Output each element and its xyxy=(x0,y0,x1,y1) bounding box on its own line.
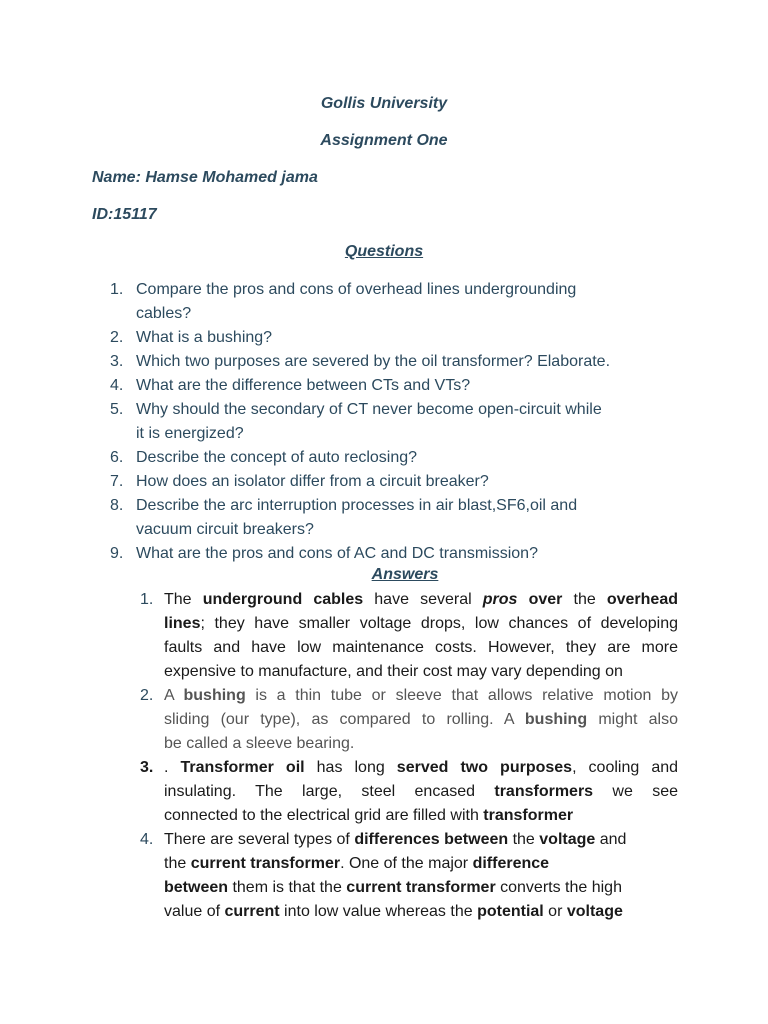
answer-bold-text: between xyxy=(164,879,229,896)
student-name: Name: Hamse Mohamed jama xyxy=(92,169,318,186)
question-text: Describe the arc interruption processes in air blast,SF6,oil and xyxy=(136,497,578,514)
answer-line xyxy=(164,588,678,612)
questions-heading: Questions xyxy=(344,243,424,260)
answer-text: insulating. The large, steel encased xyxy=(164,783,495,800)
question-text: cables? xyxy=(136,305,192,322)
answer-text: or xyxy=(543,903,567,920)
question-text: Describe the concept of auto reclosing? xyxy=(136,449,418,466)
answer-line: be called a sleeve bearing. xyxy=(164,735,355,752)
question-item xyxy=(110,494,700,542)
answer-item xyxy=(140,756,678,828)
answer-item xyxy=(140,828,678,924)
answer-text: connected to the electrical grid are filled with xyxy=(164,807,484,824)
answer-bold-text: difference xyxy=(472,855,550,872)
question-item xyxy=(110,470,700,494)
question-number: 9. xyxy=(110,545,124,562)
question-number: 6. xyxy=(110,449,124,466)
question-text: Which two purposes are severed by the oil transformer? Elaborate. xyxy=(136,353,611,370)
answer-text: A xyxy=(164,687,184,704)
question-text: What are the difference between CTs and VTs? xyxy=(136,377,471,394)
answer-bold-text: transformers xyxy=(494,783,594,800)
answer-text: we see xyxy=(593,783,678,800)
question-item xyxy=(110,350,700,374)
questions-list xyxy=(110,278,700,566)
answer-bold-text: underground cables xyxy=(202,591,364,608)
question-text: vacuum circuit breakers? xyxy=(136,521,314,538)
answer-line xyxy=(164,780,678,804)
question-number: 5. xyxy=(110,401,124,418)
question-number: 1. xyxy=(110,281,124,298)
answer-item xyxy=(140,684,678,756)
question-number: 7. xyxy=(110,473,124,490)
answer-text: There are several types of xyxy=(164,831,355,848)
answer-text: . xyxy=(164,759,181,776)
answer-line xyxy=(164,828,678,852)
university-title: Gollis University xyxy=(320,95,448,112)
answer-text: the xyxy=(508,831,540,848)
question-item xyxy=(110,374,700,398)
answer-text: converts the high xyxy=(495,879,622,896)
answer-text: ; they have smaller voltage drops, low chances of developing xyxy=(200,615,678,632)
answers-list xyxy=(140,588,678,924)
answer-text: has long xyxy=(304,759,397,776)
answer-text: might also xyxy=(587,711,678,728)
assignment-title: Assignment One xyxy=(320,132,448,149)
answer-text: value of xyxy=(164,903,225,920)
question-number: 8. xyxy=(110,497,124,514)
question-text: What is a bushing? xyxy=(136,329,273,346)
answer-number: 3. xyxy=(140,759,154,776)
answer-bold-text: Transformer oil xyxy=(180,759,305,776)
answer-text: The xyxy=(164,591,203,608)
answer-text: is a thin tube or sleeve that allows relative motion by xyxy=(245,687,678,704)
answer-number: 2. xyxy=(140,687,154,704)
answer-bold-text: transformer xyxy=(483,807,574,824)
answer-text: have several xyxy=(363,591,483,608)
question-item xyxy=(110,446,700,470)
question-text: Why should the secondary of CT never become open-circuit while xyxy=(136,401,602,418)
answer-bold-text: current xyxy=(224,903,280,920)
answer-text: , cooling and xyxy=(572,759,679,776)
answer-text: the xyxy=(164,855,191,872)
question-text: What are the pros and cons of AC and DC transmission? xyxy=(136,545,538,562)
answer-item xyxy=(140,588,678,684)
answer-line xyxy=(164,612,678,636)
question-number: 2. xyxy=(110,329,124,346)
answer-text: sliding (our type), as compared to rolling. A xyxy=(164,711,525,728)
answer-bold-text: current transformer xyxy=(346,879,496,896)
answer-text: . One of the major xyxy=(340,855,473,872)
answer-bold-text: over xyxy=(517,591,563,608)
answer-bold-italic-text: pros xyxy=(482,591,518,608)
question-number: 4. xyxy=(110,377,124,394)
answer-bold-text: voltage xyxy=(539,831,596,848)
answer-text: the xyxy=(562,591,607,608)
answer-bold-text: voltage xyxy=(566,903,623,920)
answer-number: 1. xyxy=(140,591,154,608)
question-item xyxy=(110,326,700,350)
answer-text: into low value whereas the xyxy=(279,903,478,920)
answer-bold-text: served two purposes xyxy=(396,759,573,776)
answer-line: expensive to manufacture, and their cost may vary depending on xyxy=(164,663,623,680)
answers-heading: Answers xyxy=(371,566,439,583)
answer-bold-text: bushing xyxy=(524,711,588,728)
question-text: it is energized? xyxy=(136,425,244,442)
answer-line xyxy=(164,708,678,732)
answer-number: 4. xyxy=(140,831,154,848)
question-text: Compare the pros and cons of overhead lines undergrounding xyxy=(136,281,577,298)
answer-line xyxy=(164,756,678,780)
question-text: How does an isolator differ from a circuit breaker? xyxy=(136,473,489,490)
question-item xyxy=(110,278,700,326)
student-id: ID:15117 xyxy=(92,206,157,223)
answer-text: them is that the xyxy=(228,879,347,896)
answer-line xyxy=(164,876,678,900)
answer-line: faults and have low maintenance costs. However, they are more xyxy=(164,639,678,656)
answer-line xyxy=(164,684,678,708)
question-item xyxy=(110,398,700,446)
answer-bold-text: bushing xyxy=(183,687,246,704)
answer-bold-text: potential xyxy=(477,903,544,920)
question-item xyxy=(110,542,700,566)
answer-bold-text: current transformer xyxy=(190,855,341,872)
answer-bold-text: lines xyxy=(164,615,201,632)
answer-line xyxy=(164,852,678,876)
answer-bold-text: differences between xyxy=(354,831,509,848)
answer-bold-text: overhead xyxy=(606,591,678,608)
answer-text: and xyxy=(595,831,627,848)
question-number: 3. xyxy=(110,353,124,370)
answer-line xyxy=(164,900,678,924)
answer-line xyxy=(164,804,678,828)
